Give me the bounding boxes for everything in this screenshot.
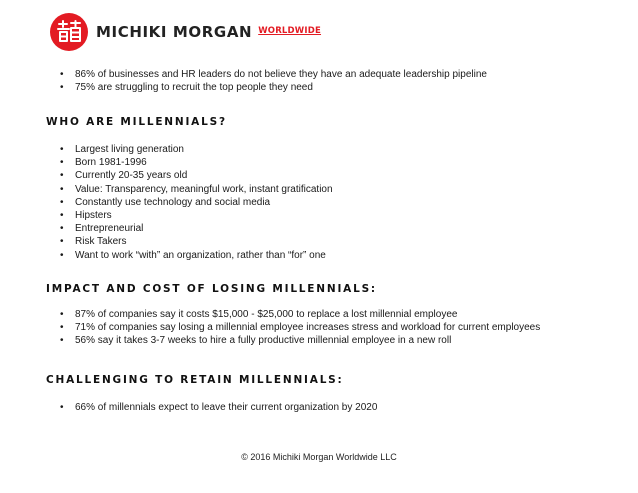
brand-sub: WORLDWIDE xyxy=(258,26,322,36)
list-item: • 87% of companies say it costs $15,000 - $25,000 to replace a lost millennial employee xyxy=(60,308,540,321)
list-item: • 75% are struggling to recruit the top people they need xyxy=(60,81,487,94)
list-item: • 56% say it takes 3-7 weeks to hire a fully productive millennial employee in a new roll xyxy=(60,334,540,347)
section-list-impact xyxy=(60,308,540,348)
list-item: • Born 1981-1996 xyxy=(60,156,333,169)
list-item: • Want to work “with” an organization, rather than “for” one xyxy=(60,249,333,262)
section-list-retain xyxy=(60,401,377,414)
list-item: • 66% of millennials expect to leave their current organization by 2020 xyxy=(60,401,377,414)
section-heading-impact: IMPACT AND COST OF LOSING MILLENNIALS: xyxy=(46,283,377,295)
section-heading-who: WHO ARE MILLENNIALS? xyxy=(46,116,227,128)
list-item: • Risk Takers xyxy=(60,235,333,248)
intro-list xyxy=(60,68,487,94)
section-list-who xyxy=(60,143,333,262)
list-item: • 86% of businesses and HR leaders do not believe they have an adequate leadership pipeline xyxy=(60,68,487,81)
brand-logo-icon xyxy=(50,13,88,51)
list-item: • Hipsters xyxy=(60,209,333,222)
brand-logo xyxy=(50,12,321,52)
list-item: • Value: Transparency, meaningful work, instant gratification xyxy=(60,183,333,196)
footer-copyright: © 2016 Michiki Morgan Worldwide LLC xyxy=(241,452,397,462)
list-item: • Largest living generation xyxy=(60,143,333,156)
section-heading-retain: CHALLENGING TO RETAIN MILLENNIALS: xyxy=(46,374,344,386)
list-item: • Entrepreneurial xyxy=(60,222,333,235)
list-item: • Constantly use technology and social media xyxy=(60,196,333,209)
brand-name: MICHIKI MORGAN xyxy=(96,23,253,41)
list-item: • 71% of companies say losing a millennial employee increases stress and workload for current employees xyxy=(60,321,540,334)
list-item: • Currently 20-35 years old xyxy=(60,169,333,182)
